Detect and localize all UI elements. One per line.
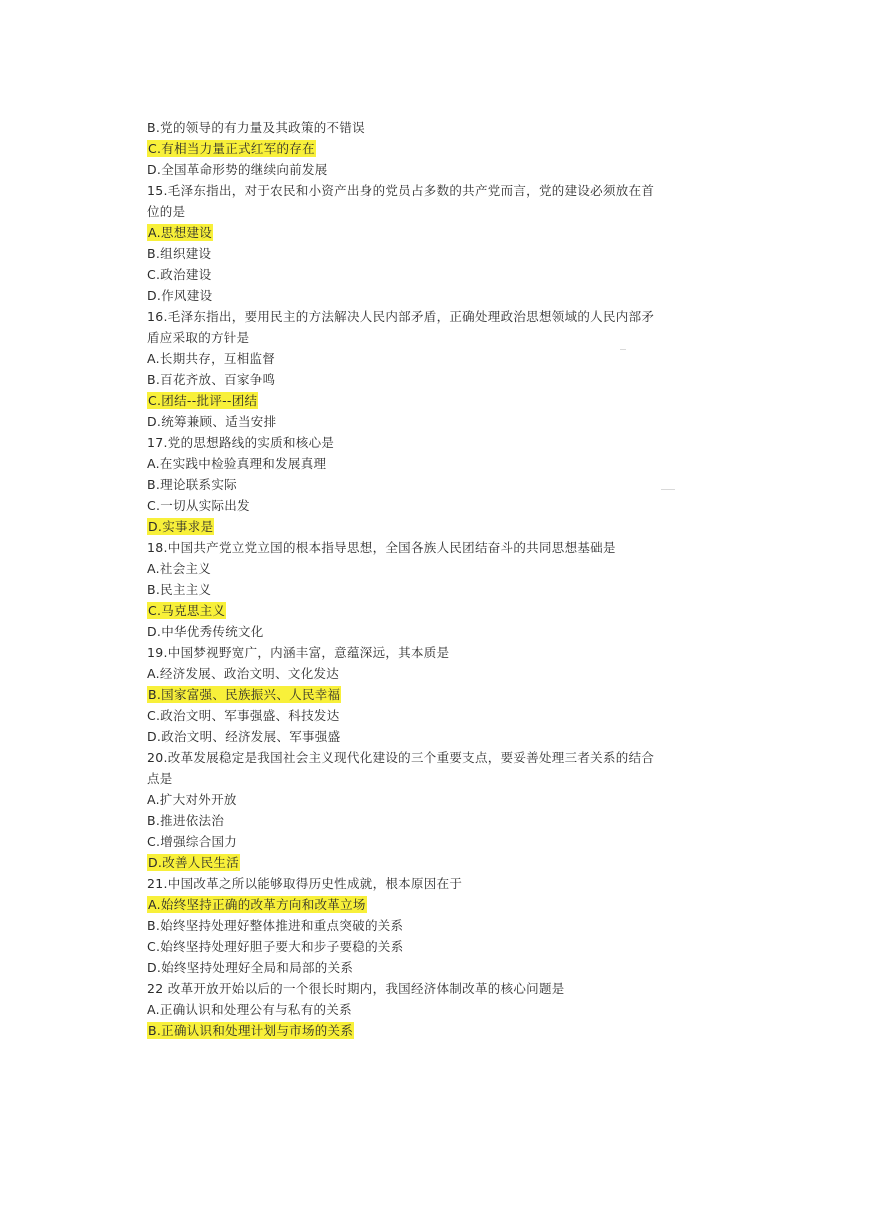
highlighted-answer: A.思想建设 [148,225,213,240]
line-text: D.中华优秀传统文化 [147,624,264,639]
line-text: C.始终坚持处理好胆子要大和步子要稳的关系 [147,939,404,954]
text-line [147,978,722,999]
highlighted-answer: A.始终坚持正确的改革方向和改革立场 [148,897,366,912]
line-text: B.民主主义 [147,582,212,597]
text-line [147,369,722,390]
line-text: 21.中国改革之所以能够取得历史性成就，根本原因在于 [147,876,463,891]
line-text: A.正确认识和处理公有与私有的关系 [147,1002,352,1017]
line-text: D.统筹兼顾、适当安排 [147,414,277,429]
line-text: 17.党的思想路线的实质和核心是 [147,435,335,450]
line-text: A.在实践中检验真理和发展真理 [147,456,327,471]
text-line [147,537,722,558]
text-line [147,957,722,978]
line-text: A.扩大对外开放 [147,792,237,807]
highlighted-answer: C.团结--批评--团结 [148,393,258,408]
text-line [147,642,722,663]
highlighted-answer: D.实事求是 [148,519,214,534]
text-line [147,327,722,348]
text-line [147,159,722,180]
text-line [147,348,722,369]
text-line [147,222,722,243]
highlighted-answer: B.正确认识和处理计划与市场的关系 [148,1023,354,1038]
text-line [147,474,722,495]
line-text: 位的是 [147,204,186,219]
text-line [147,558,722,579]
text-line [147,306,722,327]
line-text: 15.毛泽东指出，对于农民和小资产出身的党员占多数的共产党而言，党的建设必须放在首 [147,183,655,198]
text-line [147,831,722,852]
line-text: 点是 [147,771,173,786]
line-text: B.推进依法治 [147,813,225,828]
line-text: D.始终坚持处理好全局和局部的关系 [147,960,354,975]
line-text: B.始终坚持处理好整体推进和重点突破的关系 [147,918,404,933]
text-line [147,810,722,831]
line-text: C.政治建设 [147,267,212,282]
line-text: B.党的领导的有力量及其政策的不错误 [147,120,365,135]
line-text: 16.毛泽东指出，要用民主的方法解决人民内部矛盾，正确处理政治思想领域的人民内部矛 [147,309,655,324]
text-line [147,684,722,705]
text-line [147,621,722,642]
line-text: D.全国革命形势的继续向前发展 [147,162,328,177]
line-text: A.长期共存，互相监督 [147,351,276,366]
line-text: C.一切从实际出发 [147,498,250,513]
text-line [147,411,722,432]
text-line [147,453,722,474]
text-line [147,180,722,201]
highlighted-answer: D.改善人民生活 [148,855,239,870]
text-line [147,852,722,873]
text-line [147,516,722,537]
text-line [147,495,722,516]
text-line [147,936,722,957]
line-text: C.增强综合国力 [147,834,238,849]
text-line [147,747,722,768]
question-list [147,117,722,1041]
line-text: C.政治文明、军事强盛、科技发达 [147,708,340,723]
text-line [147,138,722,159]
highlighted-answer: C.有相当力量正式红军的存在 [148,141,315,156]
text-line [147,663,722,684]
text-line [147,264,722,285]
line-text: 18.中国共产党立党立国的根本指导思想，全国各族人民团结奋斗的共同思想基础是 [147,540,616,555]
text-line [147,915,722,936]
text-line [147,894,722,915]
text-line [147,1020,722,1041]
text-line [147,201,722,222]
line-text: A.社会主义 [147,561,212,576]
text-line [147,873,722,894]
line-text: B.百花齐放、百家争鸣 [147,372,276,387]
text-line [147,243,722,264]
line-text: D.政治文明、经济发展、军事强盛 [147,729,341,744]
text-line [147,285,722,306]
text-line [147,789,722,810]
line-text: A.经济发展、政治文明、文化发达 [147,666,340,681]
text-line [147,390,722,411]
line-text: D.作风建设 [147,288,213,303]
text-line [147,705,722,726]
text-line [147,432,722,453]
highlighted-answer: B.国家富强、民族振兴、人民幸福 [148,687,341,702]
text-line [147,117,722,138]
text-line [147,999,722,1020]
text-line [147,600,722,621]
text-line [147,579,722,600]
line-text: 盾应采取的方针是 [147,330,250,345]
line-text: B.理论联系实际 [147,477,237,492]
highlighted-answer: C.马克思主义 [148,603,226,618]
line-text: B.组织建设 [147,246,212,261]
text-line [147,726,722,747]
line-text: 19.中国梦视野宽广，内涵丰富，意蕴深远，其本质是 [147,645,450,660]
line-text: 22 改革开放开始以后的一个很长时期内，我国经济体制改革的核心问题是 [147,981,565,996]
text-line [147,768,722,789]
line-text: 20.改革发展稳定是我国社会主义现代化建设的三个重要支点，要妥善处理三者关系的结合 [147,750,655,765]
